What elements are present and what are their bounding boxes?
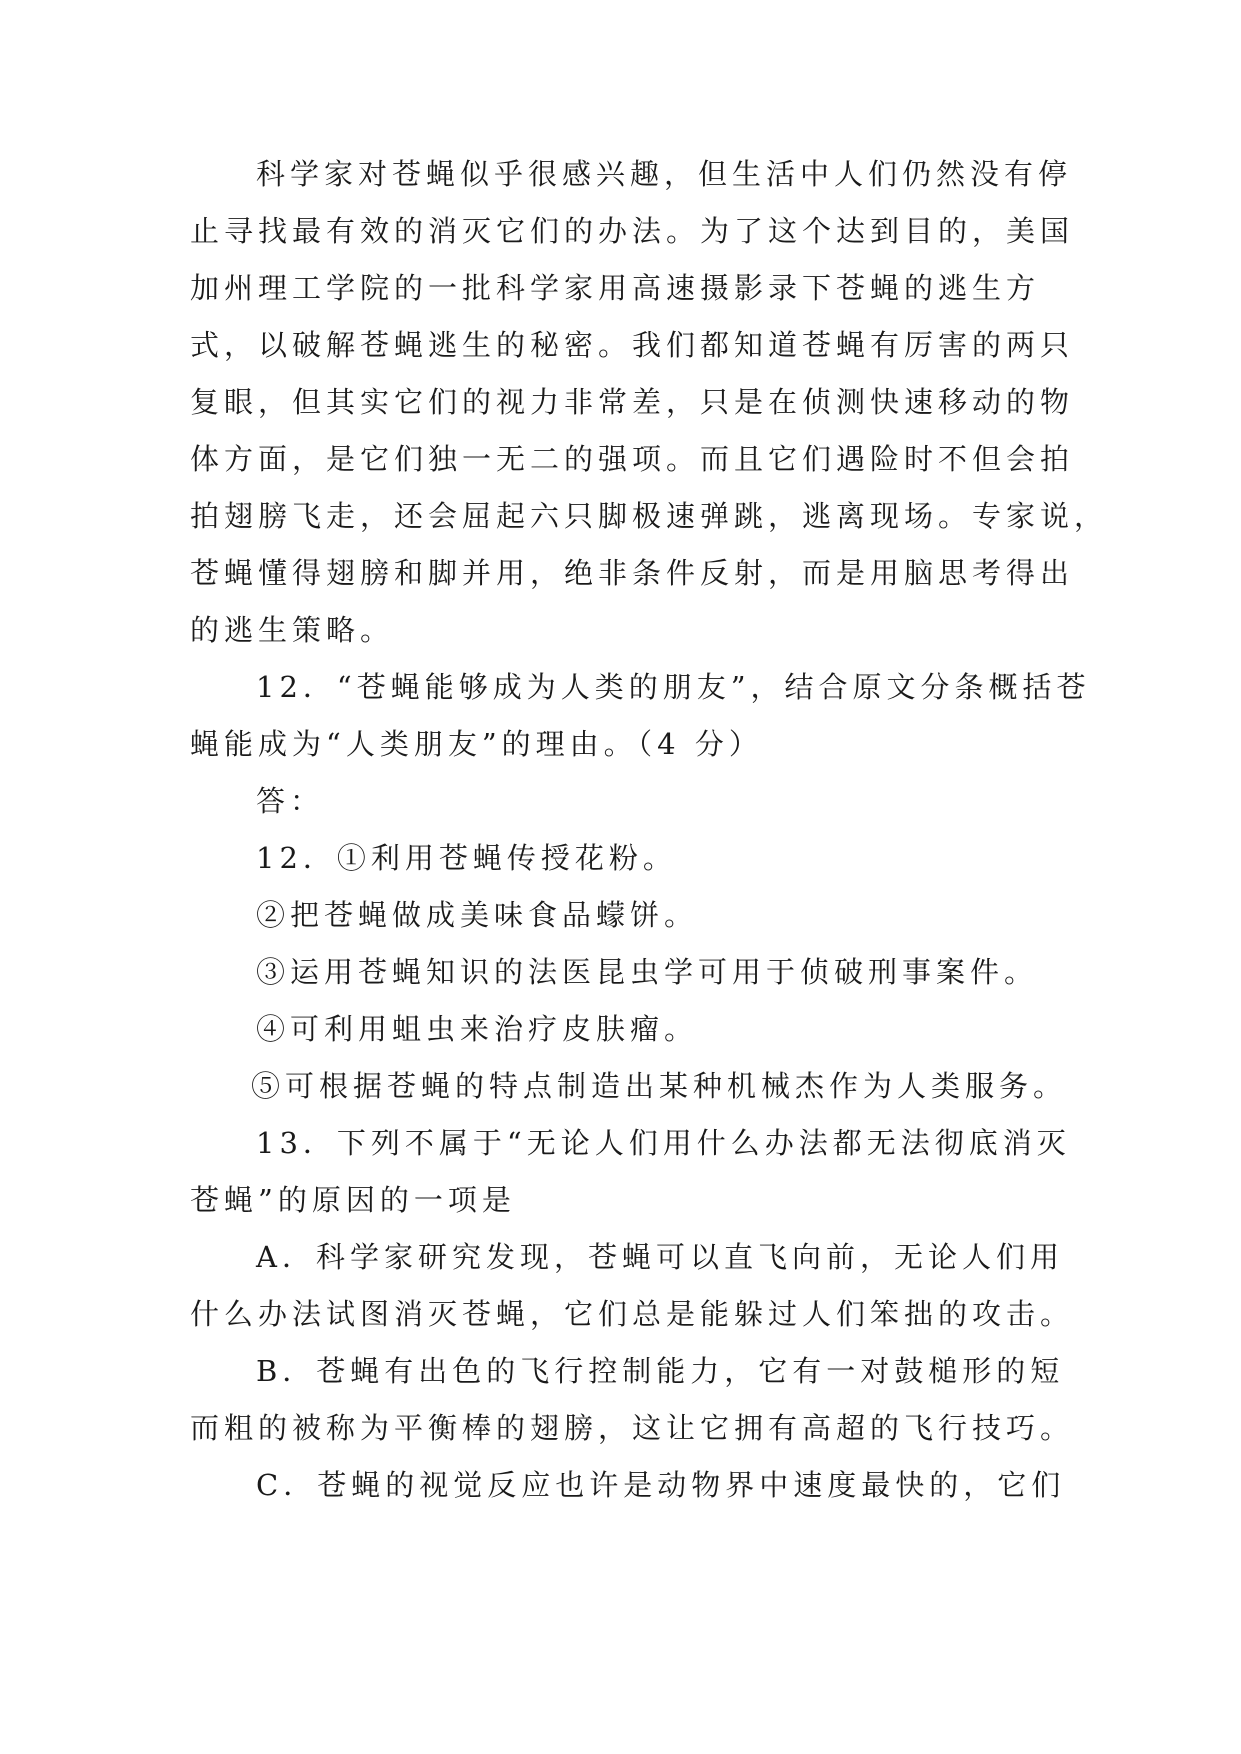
option-a-line: 什么办法试图消灭苍蝇，它们总是能躲过人们笨拙的攻击。 [190,1297,1075,1331]
answer-item: 12．①利用苍蝇传授花粉。 [256,841,677,875]
paragraph-line: 拍翅膀飞走，还会屈起六只脚极速弹跳，逃离现场。专家说， [190,499,1109,533]
paragraph-line: 体方面，是它们独一无二的强项。而且它们遇险时不但会拍 [190,442,1075,476]
paragraph-line: 式，以破解苍蝇逃生的秘密。我们都知道苍蝇有厉害的两只 [190,328,1075,362]
paragraph-line: 的逃生策略。 [190,613,395,647]
paragraph-line: 止寻找最有效的消灭它们的办法。为了这个达到目的，美国 [190,214,1075,248]
answer-label: 答： [256,784,325,818]
answer-item: ②把苍蝇做成美味食品蠓饼。 [256,898,699,932]
option-c-line: C．苍蝇的视觉反应也许是动物界中速度最快的，它们 [256,1468,1066,1502]
question-12-line: 蝇能成为“人类朋友”的理由。（4 分） [190,727,763,761]
option-a-line: A．科学家研究发现，苍蝇可以直飞向前，无论人们用 [256,1240,1064,1274]
paragraph-line: 加州理工学院的一批科学家用高速摄影录下苍蝇的逃生方 [190,271,1041,305]
option-b-line: 而粗的被称为平衡棒的翅膀，这让它拥有高超的飞行技巧。 [190,1411,1075,1445]
answer-item: ⑤可根据苍蝇的特点制造出某种机械杰作为人类服务。 [251,1069,1068,1103]
answer-item: ④可利用蛆虫来治疗皮肤瘤。 [256,1012,699,1046]
question-13-line: 苍蝇”的原因的一项是 [190,1183,516,1217]
paragraph-line: 苍蝇懂得翅膀和脚并用，绝非条件反射，而是用脑思考得出 [190,556,1075,590]
answer-item: ③运用苍蝇知识的法医昆虫学可用于侦破刑事案件。 [256,955,1039,989]
paragraph-line: 科学家对苍蝇似乎很感兴趣，但生活中人们仍然没有停 [256,157,1073,191]
paragraph-line: 复眼，但其实它们的视力非常差，只是在侦测快速移动的物 [190,385,1075,419]
question-12-line: 12．“苍蝇能够成为人类的朋友”，结合原文分条概括苍 [256,670,1091,704]
option-b-line: B．苍蝇有出色的飞行控制能力，它有一对鼓槌形的短 [256,1354,1065,1388]
question-13-line: 13．下列不属于“无论人们用什么办法都无法彻底消灭 [256,1126,1071,1160]
